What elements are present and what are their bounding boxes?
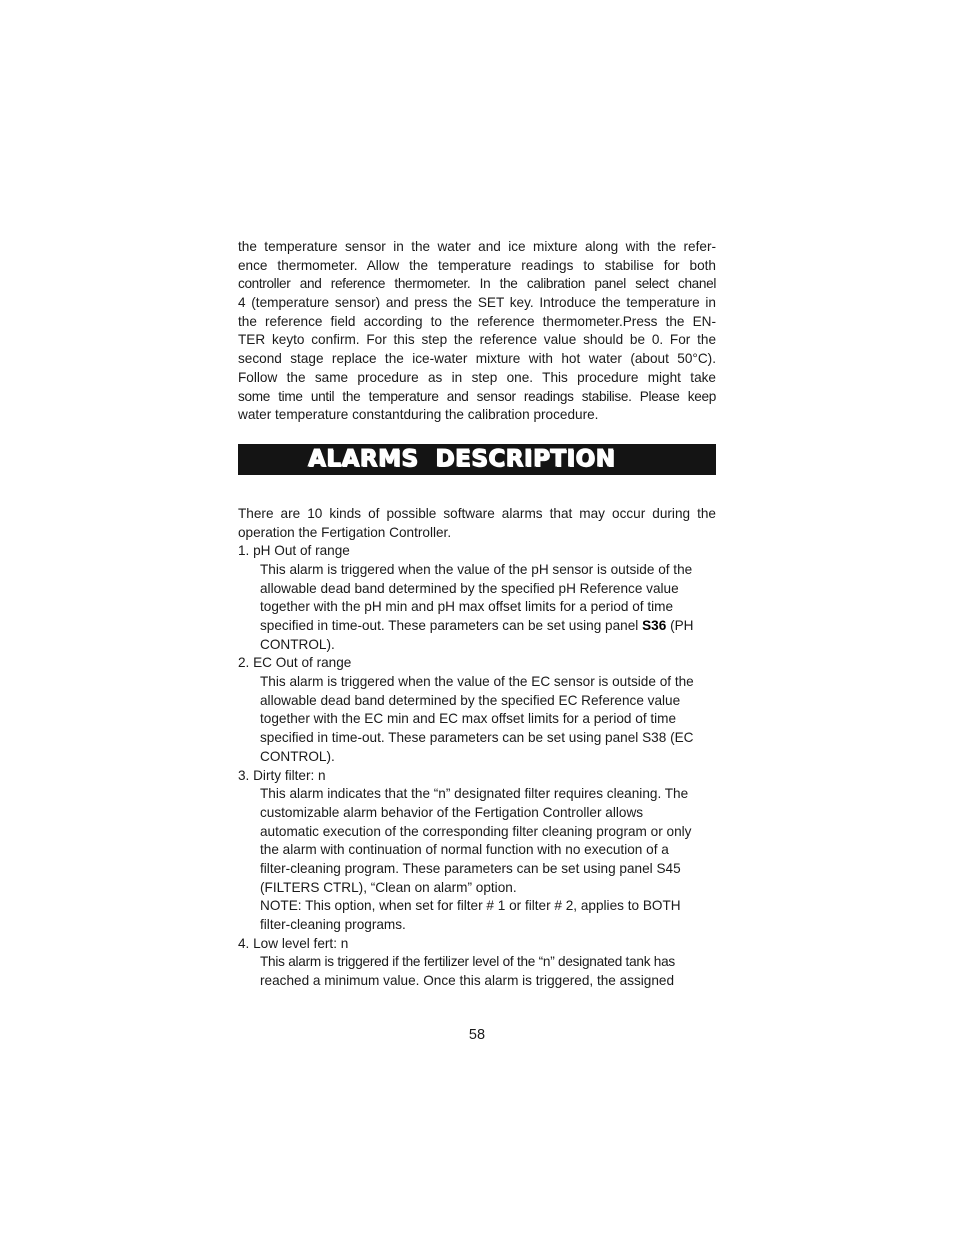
text-line: together with the pH min and pH max offset limits for a period of time bbox=[260, 599, 674, 615]
alarm-title: 1. pH Out of range bbox=[238, 543, 350, 559]
text-line: This alarm indicates that the “n” designated filter requires cleaning. The bbox=[260, 786, 689, 802]
text-line: NOTE: This option, when set for filter # 1 or filter # 2, applies to BOTH bbox=[260, 898, 681, 914]
text-line: together with the EC min and EC max offset limits for a period of time bbox=[260, 711, 677, 727]
text-line: second stage replace the ice-water mixture with hot water (about 50°C). bbox=[238, 351, 716, 367]
text-line: ence thermometer. Allow the temperature readings to stabilise for both bbox=[238, 257, 716, 273]
alarms-intro bbox=[238, 505, 716, 542]
text-line: filter-cleaning programs. bbox=[260, 917, 406, 932]
spacer bbox=[238, 475, 716, 505]
text-line: the temperature sensor in the water and ice mixture along with the refer- bbox=[238, 239, 716, 254]
text-line: the reference field according to the reference thermometer.Press the EN- bbox=[238, 313, 716, 329]
page-number: 58 bbox=[468, 1027, 486, 1043]
alarm-title: 3. Dirty filter: n bbox=[238, 767, 326, 783]
text-line: There are 10 kinds of possible software alarms that may occur during the bbox=[238, 505, 716, 521]
text-line: specified in time-out. These parameters can be set using panel S38 (EC bbox=[260, 730, 694, 746]
text-line: controller and reference thermometer. In the calibration panel select chanel bbox=[238, 276, 716, 292]
alarm-item-ph bbox=[238, 542, 716, 654]
text-line: customizable alarm behavior of the Fertigation Controller allows bbox=[260, 804, 644, 820]
text-line: This alarm is triggered when the value of the EC sensor is outside of the bbox=[260, 674, 694, 690]
text-line: operation the Fertigation Controller. bbox=[238, 524, 452, 540]
section-heading: ALARMS DESCRIPTION bbox=[308, 445, 616, 472]
intro-paragraph bbox=[238, 238, 716, 425]
text-line: This alarm is triggered if the fertilizer level of the “n” designated tank has bbox=[260, 954, 675, 970]
text-line: allowable dead band determined by the specified EC Reference value bbox=[260, 692, 681, 708]
text-line: some time until the temperature and sensor readings stabilise. Please keep bbox=[238, 388, 716, 404]
alarm-title: 2. EC Out of range bbox=[238, 655, 352, 671]
text-line: automatic execution of the corresponding filter cleaning program or only bbox=[260, 823, 692, 839]
text-line: This alarm is triggered when the value of the pH sensor is outside of the bbox=[260, 561, 693, 577]
panel-reference: S36 bbox=[642, 618, 667, 633]
text-line: (FILTERS CTRL), “Clean on alarm” option. bbox=[260, 879, 517, 895]
text-line: 4 (temperature sensor) and press the SET key. Introduce the temperature in bbox=[238, 295, 716, 311]
alarm-item-ec bbox=[238, 654, 716, 766]
section-heading-bar bbox=[238, 444, 716, 475]
text-span: specified in time-out. These parameters can be set using panel bbox=[260, 618, 643, 633]
alarm-title: 4. Low level fert: n bbox=[238, 935, 349, 951]
page-body bbox=[238, 238, 716, 991]
text-line: allowable dead band determined by the specified pH Reference value bbox=[260, 580, 679, 596]
text-line bbox=[238, 617, 716, 636]
text-line: filter-cleaning program. These parameters can be set using panel S45 bbox=[260, 860, 681, 876]
text-line: water temperature constantduring the calibration procedure. bbox=[238, 407, 599, 423]
text-line: the alarm with continuation of normal function with no execution of a bbox=[260, 842, 669, 858]
text-line: CONTROL). bbox=[260, 636, 335, 652]
text-line: Follow the same procedure as in step one. This procedure might take bbox=[238, 369, 716, 385]
alarm-item-dirty-filter bbox=[238, 767, 716, 935]
text-line: CONTROL). bbox=[260, 748, 335, 764]
text-line: TER keyto confirm. For this step the reference value should be 0. For the bbox=[238, 332, 716, 348]
text-line: reached a minimum value. Once this alarm is triggered, the assigned bbox=[260, 973, 675, 989]
text-span: (PH bbox=[666, 618, 694, 633]
alarm-item-low-level-fert bbox=[238, 935, 716, 991]
